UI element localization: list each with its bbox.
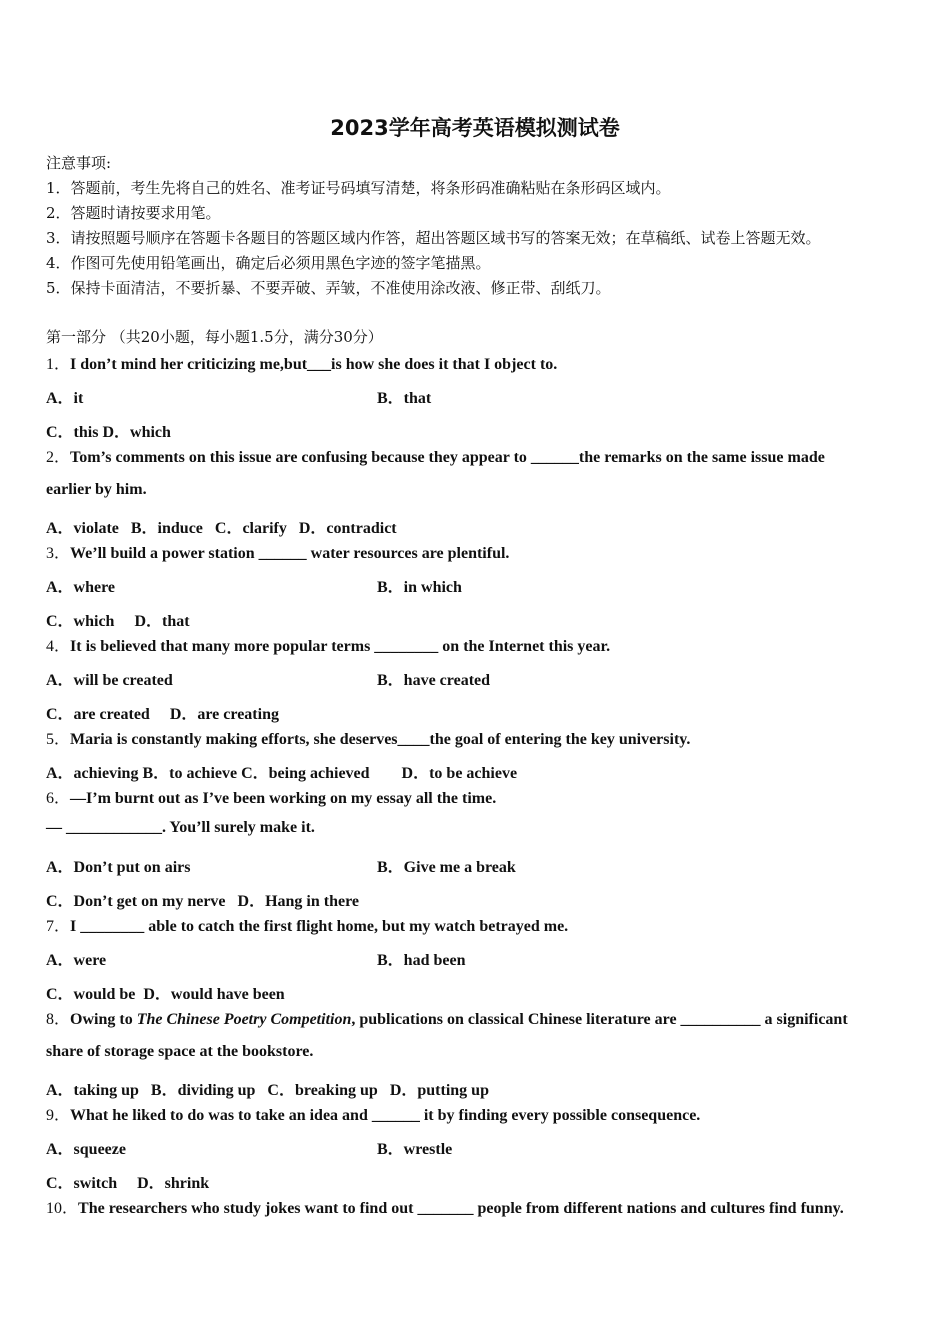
option-a: A．squeeze [46, 1141, 126, 1158]
question-5 [46, 726, 690, 749]
option-b: B．had been [377, 952, 466, 969]
notice-item: 1．答题前，考生先将自己的姓名、准考证号码填写清楚，将条形码准确粘贴在条形码区域内。 [46, 179, 671, 197]
question-10 [46, 1195, 844, 1218]
question-1 [46, 351, 557, 374]
question-number: 9． [46, 1107, 71, 1124]
notice-heading: 注意事项: [46, 154, 112, 172]
question-number: 2． [46, 449, 71, 466]
question-text: It is believed that many more popular terms ________ on the Internet this year. [70, 638, 611, 655]
question-number: 1． [46, 356, 71, 373]
options-abcd: A．violate B．induce C．clarify D．contradict [46, 520, 397, 537]
option-b: B．in which [377, 579, 462, 596]
option-b: B．Give me a break [377, 859, 516, 876]
options-cd: C．this D．which [46, 424, 171, 441]
question-text: The researchers who study jokes want to find out _______ people from different nations and cultures find funny. [78, 1200, 844, 1217]
question-text-cont: — ____________. You’ll surely make it. [46, 819, 315, 836]
question-number: 6． [46, 790, 71, 807]
notice-item: 3．请按照题号顺序在答题卡各题目的答题区域内作答，超出答题区域书写的答案无效；在草稿纸、试卷上答题无效。 [46, 229, 821, 247]
question-text: Tom’s comments on this issue are confusing because they appear to ______the remarks on the same issue made [70, 449, 825, 466]
option-a: A．will be created [46, 672, 173, 689]
question-4 [46, 633, 610, 656]
competition-title: The Chinese Poetry Competition [136, 1011, 352, 1028]
question-7 [46, 913, 568, 936]
question-text: Maria is constantly making efforts, she deserves____the goal of entering the key university. [70, 731, 691, 748]
notice-item: 4．作图可先使用铅笔画出，确定后必须用黑色字迹的签字笔描黑。 [46, 254, 491, 272]
question-number: 5． [46, 731, 71, 748]
question-6 [46, 785, 496, 808]
question-number: 8． [46, 1011, 71, 1028]
options-abcd: A．taking up B．dividing up C．breaking up D．putting up [46, 1082, 489, 1099]
question-text: —I’m burnt out as I’ve been working on my essay all the time. [70, 790, 497, 807]
option-b: B．wrestle [377, 1141, 453, 1158]
question-text: We’ll build a power station ______ water resources are plentiful. [70, 545, 510, 562]
question-number: 7． [46, 918, 71, 935]
question-number: 10． [46, 1200, 79, 1217]
notice-item: 2．答题时请按要求用笔。 [46, 204, 221, 222]
page-title: 2023学年高考英语模拟测试卷 [330, 116, 620, 140]
question-text: What he liked to do was to take an idea and ______ it by finding every possible consequence. [70, 1107, 701, 1124]
options-cd: C．would be D．would have been [46, 986, 285, 1003]
question-number: 3． [46, 545, 71, 562]
question-3 [46, 540, 509, 563]
options-abcd: A．achieving B．to achieve C．being achieved D．to be achieve [46, 765, 518, 782]
question-number: 4． [46, 638, 71, 655]
options-cd: C．are created D．are creating [46, 706, 279, 723]
option-a: A．it [46, 390, 84, 407]
question-text: , publications on classical Chinese literature are __________ a significant [351, 1011, 848, 1028]
question-9 [46, 1102, 700, 1125]
option-b: B．that [377, 390, 432, 407]
question-text: I ________ able to catch the first flight home, but my watch betrayed me. [70, 918, 569, 935]
option-a: A．were [46, 952, 107, 969]
notice-item: 5．保持卡面清洁，不要折暴、不要弄破、弄皱，不准使用涂改液、修正带、刮纸刀。 [46, 279, 611, 297]
question-text-cont: share of storage space at the bookstore. [46, 1043, 314, 1060]
question-8 [46, 1006, 848, 1029]
option-b: B．have created [377, 672, 491, 689]
question-text: I don’t mind her criticizing me,but___is how she does it that I object to. [70, 356, 558, 373]
options-cd: C．which D．that [46, 613, 190, 630]
options-cd: C．switch D．shrink [46, 1175, 210, 1192]
question-text-cont: earlier by him. [46, 481, 147, 498]
question-2 [46, 444, 825, 467]
question-text: Owing to [70, 1011, 137, 1028]
option-a: A．Don’t put on airs [46, 859, 191, 876]
options-cd: C．Don’t get on my nerve D．Hang in there [46, 893, 360, 910]
section-heading: 第一部分 （共20小题，每小题1.5分，满分30分） [46, 328, 383, 346]
option-a: A．where [46, 579, 116, 596]
